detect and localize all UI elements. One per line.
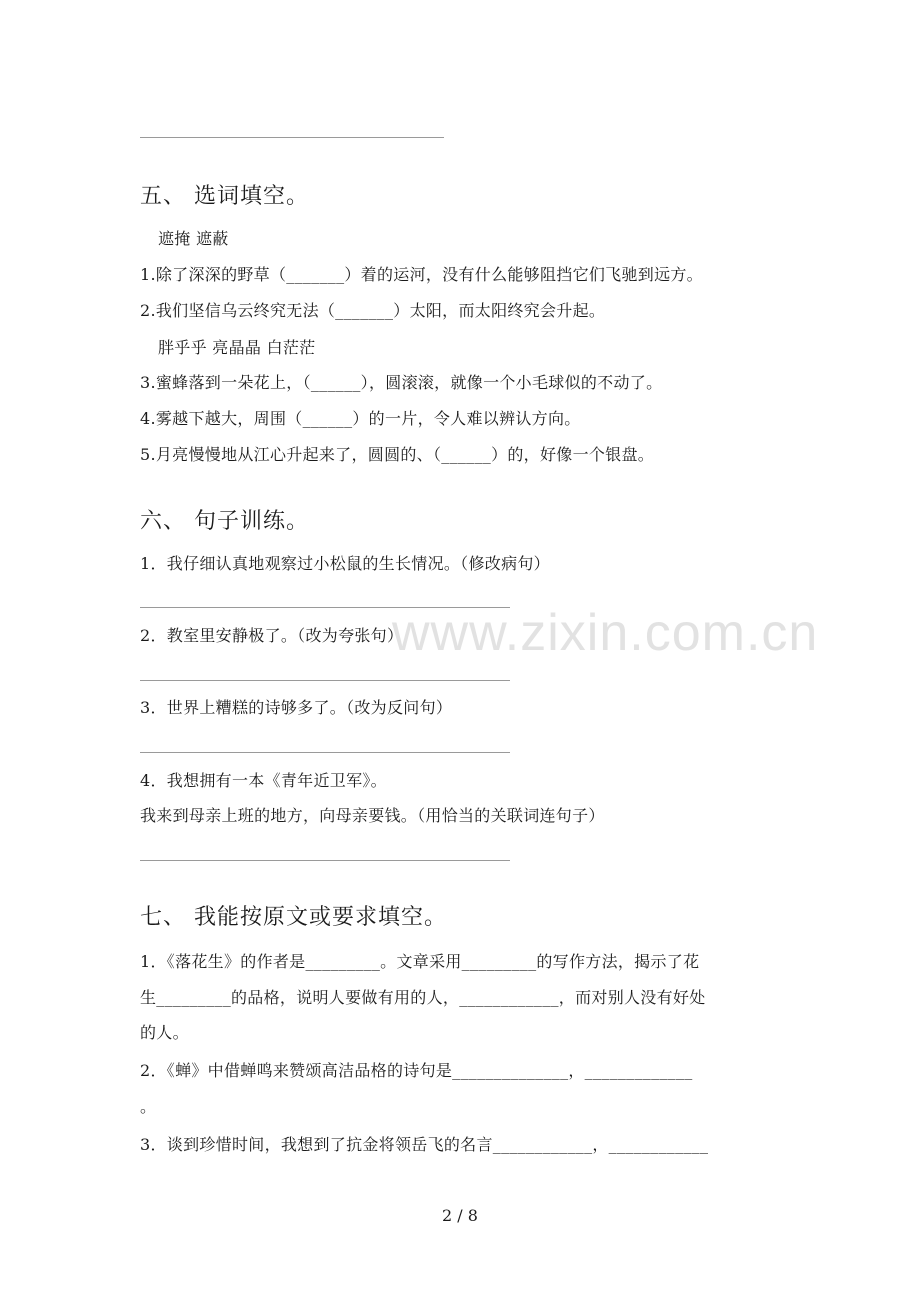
question-7-2-line2: 。 [140,1097,157,1116]
page-number: 2 / 8 [442,1206,478,1225]
section7-heading: 七、 我能按原文或要求填空。 [140,905,447,930]
question-6-3: 3．世界上糟糕的诗够多了。（改为反问句） [140,698,453,717]
question-7-1-line3: 的人。 [140,1023,189,1042]
question-5-1: 1.除了深深的野草（_______）着的运河，没有什么能够阻挡它们飞驰到远方。 [140,265,703,284]
answer-line [140,752,510,753]
question-7-1-line1: 1．《落花生》的作者是_________。文章采用_________的写作方法，揭示了花 [140,952,700,971]
question-6-2: 2．教室里安静极了。（改为夸张句） [140,626,404,645]
question-6-4a: 4．我想拥有一本《青年近卫军》。 [140,771,387,790]
question-7-1-line2: 生_________的品格，说明人要做有用的人，____________，而对别人没有好处 [140,988,706,1007]
section5-heading: 五、 选词填空。 [140,184,309,209]
answer-line [140,680,510,681]
question-5-2: 2.我们坚信乌云终究无法（_______）太阳，而太阳终究会升起。 [140,301,606,320]
word-bank-b: 胖乎乎 亮晶晶 白茫茫 [158,338,316,357]
section6-heading: 六、 句子训练。 [140,509,309,534]
question-5-4: 4.雾越下越大，周围（______）的一片，令人难以辨认方向。 [140,409,581,428]
question-6-4b: 我来到母亲上班的地方，向母亲要钱。（用恰当的关联词连句子） [140,806,605,825]
answer-line [140,860,510,861]
answer-line [140,137,444,138]
question-7-3-line1: 3．谈到珍惜时间，我想到了抗金将领岳飞的名言____________，____________ [140,1135,709,1154]
question-7-2-line1: 2．《蝉》中借蝉鸣来赞颂高洁品格的诗句是______________，_____________ [140,1061,693,1080]
word-bank-a: 遮掩 遮蔽 [158,229,229,248]
question-5-5: 5.月亮慢慢地从江心升起来了，圆圆的、（______）的，好像一个银盘。 [140,445,655,464]
watermark: www.zixin.com.cn [392,604,819,662]
question-6-1: 1．我仔细认真地观察过小松鼠的生长情况。（修改病句） [140,554,550,573]
question-5-3: 3.蜜蜂落到一朵花上，（______），圆滚滚，就像一个小毛球似的不动了。 [140,373,663,392]
answer-line [140,607,510,608]
